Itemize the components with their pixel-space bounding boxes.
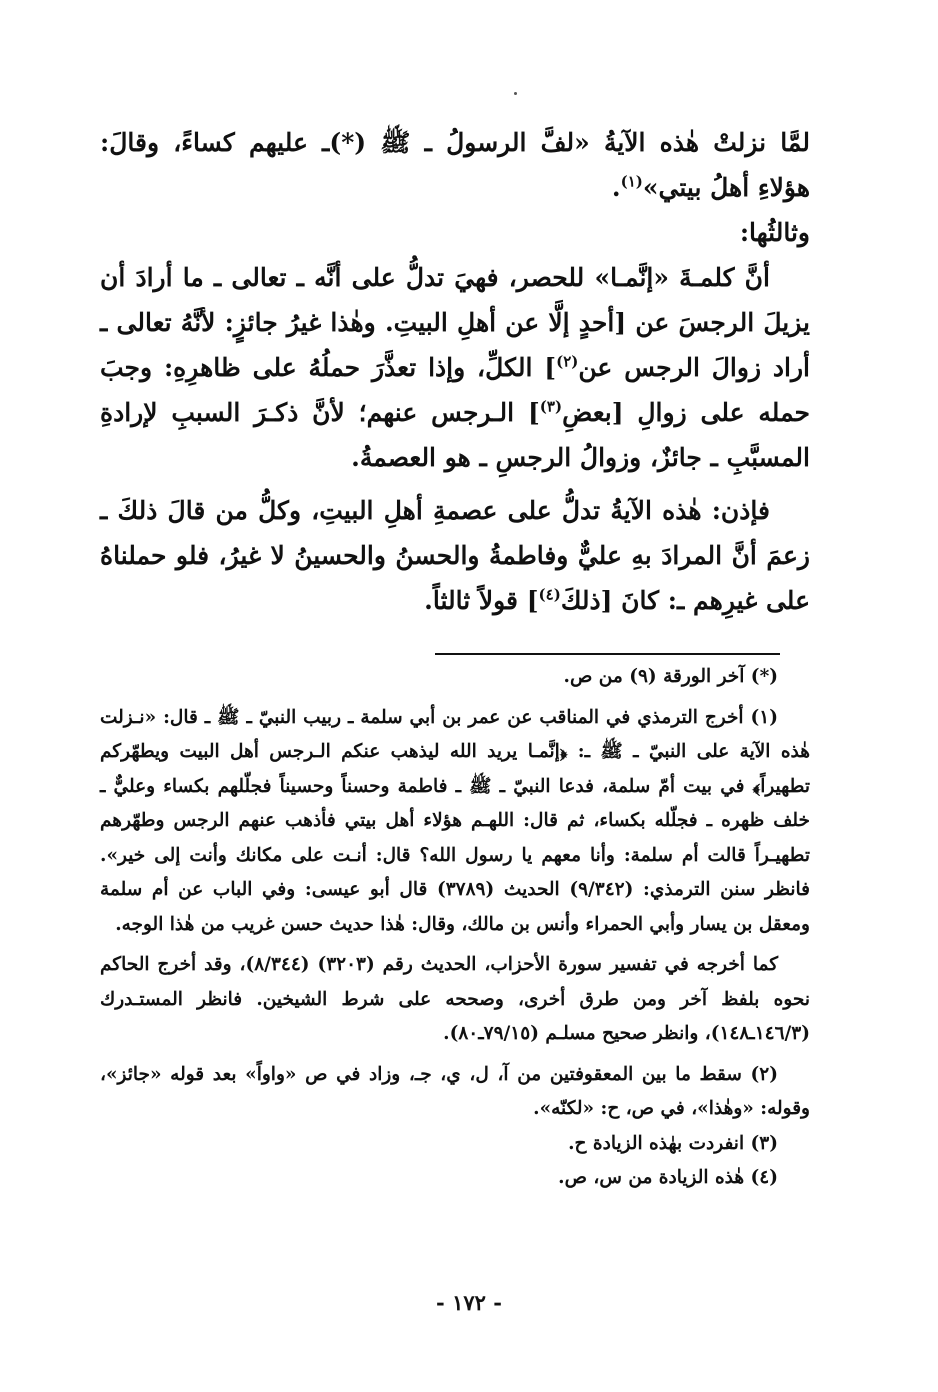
footnote-3: (٣) انفردت بهٰذه الزيادة ح.: [568, 1132, 778, 1154]
section-heading: وثالثُها:: [739, 218, 810, 247]
footnote-1: (١) أخرج الترمذي في المناقب عن عمر بن أبي سلمة ـ ربيب النبيّ ـ ﷺ ـ قال: «نـزلت هٰذه الآية على النبيّ ـ ﷺ ـ: ﴿إنَّمـا يريد الله ليذهب عنكم الـرجس أهل البيت ويطهّركم تطهيراً﴾ في بيت أمّ سلمة، فدعا النبيّ ـ ﷺ ـ فاطمة وحسناً وحسيناً فجلّلهم بكساء وعليٌّ ـ خلف ظهره ـ فجلّله بكساء، ثم قال: اللهـم هؤلاء أهل بيتي فأذهب عنهم الرجس وطهّرهم تطهيـراً قالت أم سلمة: وأنا معهم يا رسول الله؟ قال: أنـت على مكانك وأنت إلى خير». فانظر سنن الترمذي: (٩/٣٤٢) الحديث (٣٧٨٩) قال أبو عيسى: وفي الباب عن أم سلمة ومعقل بن يسار وأبي الحمراء وأنس بن مالك، وقال: هٰذا حديث حسن غريب من هٰذا الوجه.: [100, 706, 811, 935]
footnote-ref-3: (٣): [539, 397, 563, 416]
paragraph-3: فإذن: هٰذه الآيةُ تدلُّ على عصمةِ أهلِ البيتِ، وكلُّ من قالَ ذلكَ ـ زعمَ أنَّ المرادَ بهِ عليٌّ وفاطمةُ والحسنُ والحسينُ لا غيرُ، فلو حملناهُ على غيرِهم ـ: كانَ [ذلكَ$^{(٤)}$] قولاً ثالثاً.: [100, 496, 810, 615]
footnote-ref-2: (٢): [556, 352, 579, 371]
footnote-ref-4: (٤): [538, 585, 561, 604]
main-text: [100, 120, 810, 623]
footnote-star: (*) آخر الورقة (٩) من ص.: [563, 666, 778, 687]
footnote-ref-1: (١): [620, 172, 643, 191]
page-number: - ١٧٢ -: [436, 1290, 502, 1315]
paragraph-2: أنَّ كلمـةَ «إنَّمـا» للحصر، فهيَ تدلُّ على أنَّه ـ تعالى ـ ما أرادَ أن يزيلَ الرجسَ عن [أحدٍ إلَّا عن أهلِ البيتِ. وهٰذا غيرُ جائزٍ: لأنَّهُ تعالى ـ أراد زوالَ الرجس عن$^{(٢)}$] الكلِّ، وإذا تعذَّرَ حملُهُ على ظاهرِهِ: وجبَ حمله على زوالِ [بعضِ$^{(٣)}$] الـرجس عنهم؛ لأنَّ ذكـرَ السببِ لإرادةِ المسبَّبِ ـ جائزٌ، وزوالُ الرجسِ ـ هو العصمةُ.: [100, 263, 810, 472]
paragraph-1: لمَّا نزلتْ هٰذه الآيةُ «لفَّ الرسولُ ـ ﷺ (*)ـ عليهم كساءً، وقالَ: هؤلاءِ أهلُ بيتي»$^{(١)}$.: [100, 128, 810, 202]
footnote-4: (٤) هٰذه الزيادة من س، ص.: [558, 1167, 778, 1188]
footnote-2: (٢) سقط ما بين المعقوفتين من آ، ل، ي، جـ، وزاد في ص «واواً» بعد قوله «جائز»، وقوله: «وهٰذا»، في ص، ح: «لكنّه».: [100, 1063, 810, 1119]
footnote-1-continued: كما أخرجه في تفسير سورة الأحزاب، الحديث رقم (٣٢٠٣) (٨/٣٤٤)، وقد أخرج الحاكم نحوه بلفظ آخر ومن طرق أخرى، وصححه على شرط الشيخين. فانظر المستـدرك (١٤٦/٣ـ١٤٨)، وانظر صحيح مسلـم (٧٩/١٥ـ٨٠).: [100, 954, 810, 1044]
footnote-separator: [435, 653, 780, 655]
scan-speck: [514, 92, 517, 95]
footnotes: [100, 660, 810, 1196]
